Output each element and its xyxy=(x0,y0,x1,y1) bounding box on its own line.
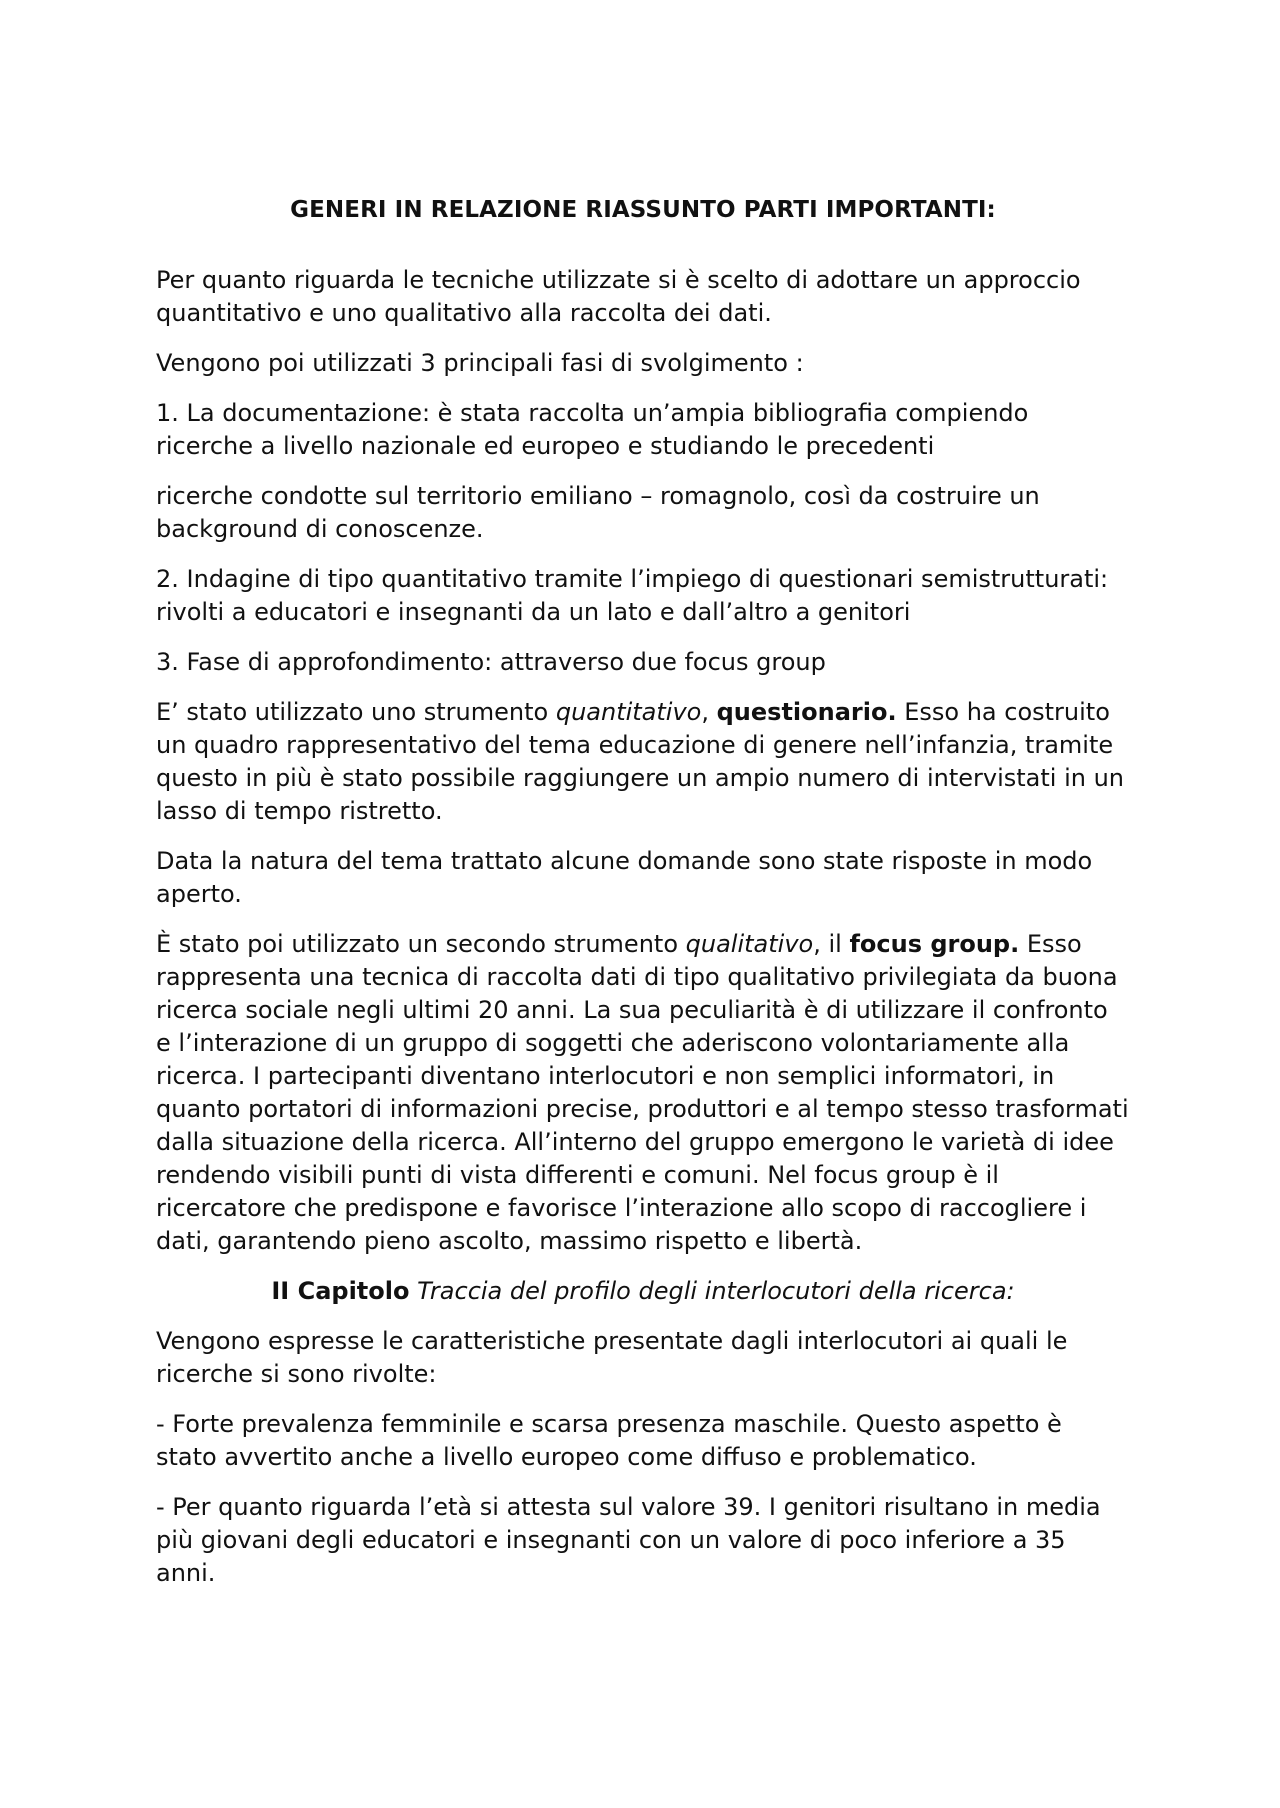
focus-text-c: , il xyxy=(813,930,850,958)
paragraph-phases-intro: Vengono poi utilizzati 3 principali fasi di svolgimento : xyxy=(156,349,804,377)
chapter-label: II Capitolo xyxy=(271,1277,410,1305)
questionnaire-italic: quantitativo xyxy=(555,698,702,726)
paragraph-phase-1-continued: ricerche condotte sul territorio emiliano – romagnolo, così da costruire un background di conoscenze. xyxy=(156,482,1040,543)
chapter-heading xyxy=(156,1275,1130,1308)
focus-text-a: È stato poi utilizzato un secondo strumento xyxy=(156,930,686,958)
paragraph-characteristics: Vengono espresse le caratteristiche presentate dagli interlocutori ai quali le ricerche si sono rivolte: xyxy=(156,1327,1068,1388)
paragraph-techniques: Per quanto riguarda le tecniche utilizzate si è scelto di adottare un approccio quantitativo e uno qualitativo alla raccolta dei dati. xyxy=(156,266,1081,327)
focus-bold: focus group. xyxy=(849,930,1020,958)
paragraph-phase-1: 1. La documentazione: è stata raccolta un’ampia bibliografia compiendo ricerche a livello nazionale ed europeo e studiando le precedenti xyxy=(156,399,1029,460)
paragraph-phase-3: 3. Fase di approfondimento: attraverso due focus group xyxy=(156,648,826,676)
questionnaire-text-e: Esso ha costruito un quadro rappresentativo del tema educazione di genere nell’infanzia, tramite questo in più è stato possibile raggiungere un ampio numero di intervistati in un lasso di tempo ristretto. xyxy=(156,698,1125,825)
paragraph-phase-2: 2. Indagine di tipo quantitativo tramite l’impiego di questionari semistrutturati: rivolti a educatori e insegnanti da un lato e dall’altro a genitori xyxy=(156,565,1109,626)
focus-italic: qualitativo xyxy=(685,930,814,958)
paragraph-focus-group xyxy=(156,928,1130,1258)
paragraph-questionnaire xyxy=(156,696,1130,828)
chapter-title: Traccia del profilo degli interlocutori della ricerca: xyxy=(417,1277,1015,1305)
document-title: GENERI IN RELAZIONE RIASSUNTO PARTI IMPORTANTI: xyxy=(290,197,996,223)
paragraph-age: - Per quanto riguarda l’età si attesta sul valore 39. I genitori risultano in media più giovani degli educatori e insegnanti con un valore di poco inferiore a 35 anni. xyxy=(156,1493,1101,1587)
focus-text-e: Esso rappresenta una tecnica di raccolta dati di tipo qualitativo privilegiata da buona ricerca sociale negli ultimi 20 anni. La sua peculiarità è di utilizzare il confronto e l’interazione di un gruppo di soggetti che aderiscono volontariamente alla ricerca. I partecipanti diventano interlocutori e non semplici informatori, in quanto portatori di informazioni precise, produttori e al tempo stesso trasformati dalla situazione della ricerca. All’interno del gruppo emergono le varietà di idee rendendo visibili punti di vista differenti e comuni. Nel focus group è il ricercatore che predispone e favorisce l’interazione allo scopo di raccogliere i dati, garantendo pieno ascolto, massimo rispetto e libertà. xyxy=(156,930,1129,1255)
paragraph-gender-prevalence: - Forte prevalenza femminile e scarsa presenza maschile. Questo aspetto è stato avvertito anche a livello europeo come diffuso e problematico. xyxy=(156,1410,1062,1471)
questionnaire-bold: questionario. xyxy=(716,698,897,726)
questionnaire-text-c: , xyxy=(701,698,717,726)
paragraph-open-questions: Data la natura del tema trattato alcune domande sono state risposte in modo aperto. xyxy=(156,847,1093,908)
questionnaire-text-a: E’ stato utilizzato uno strumento xyxy=(156,698,556,726)
